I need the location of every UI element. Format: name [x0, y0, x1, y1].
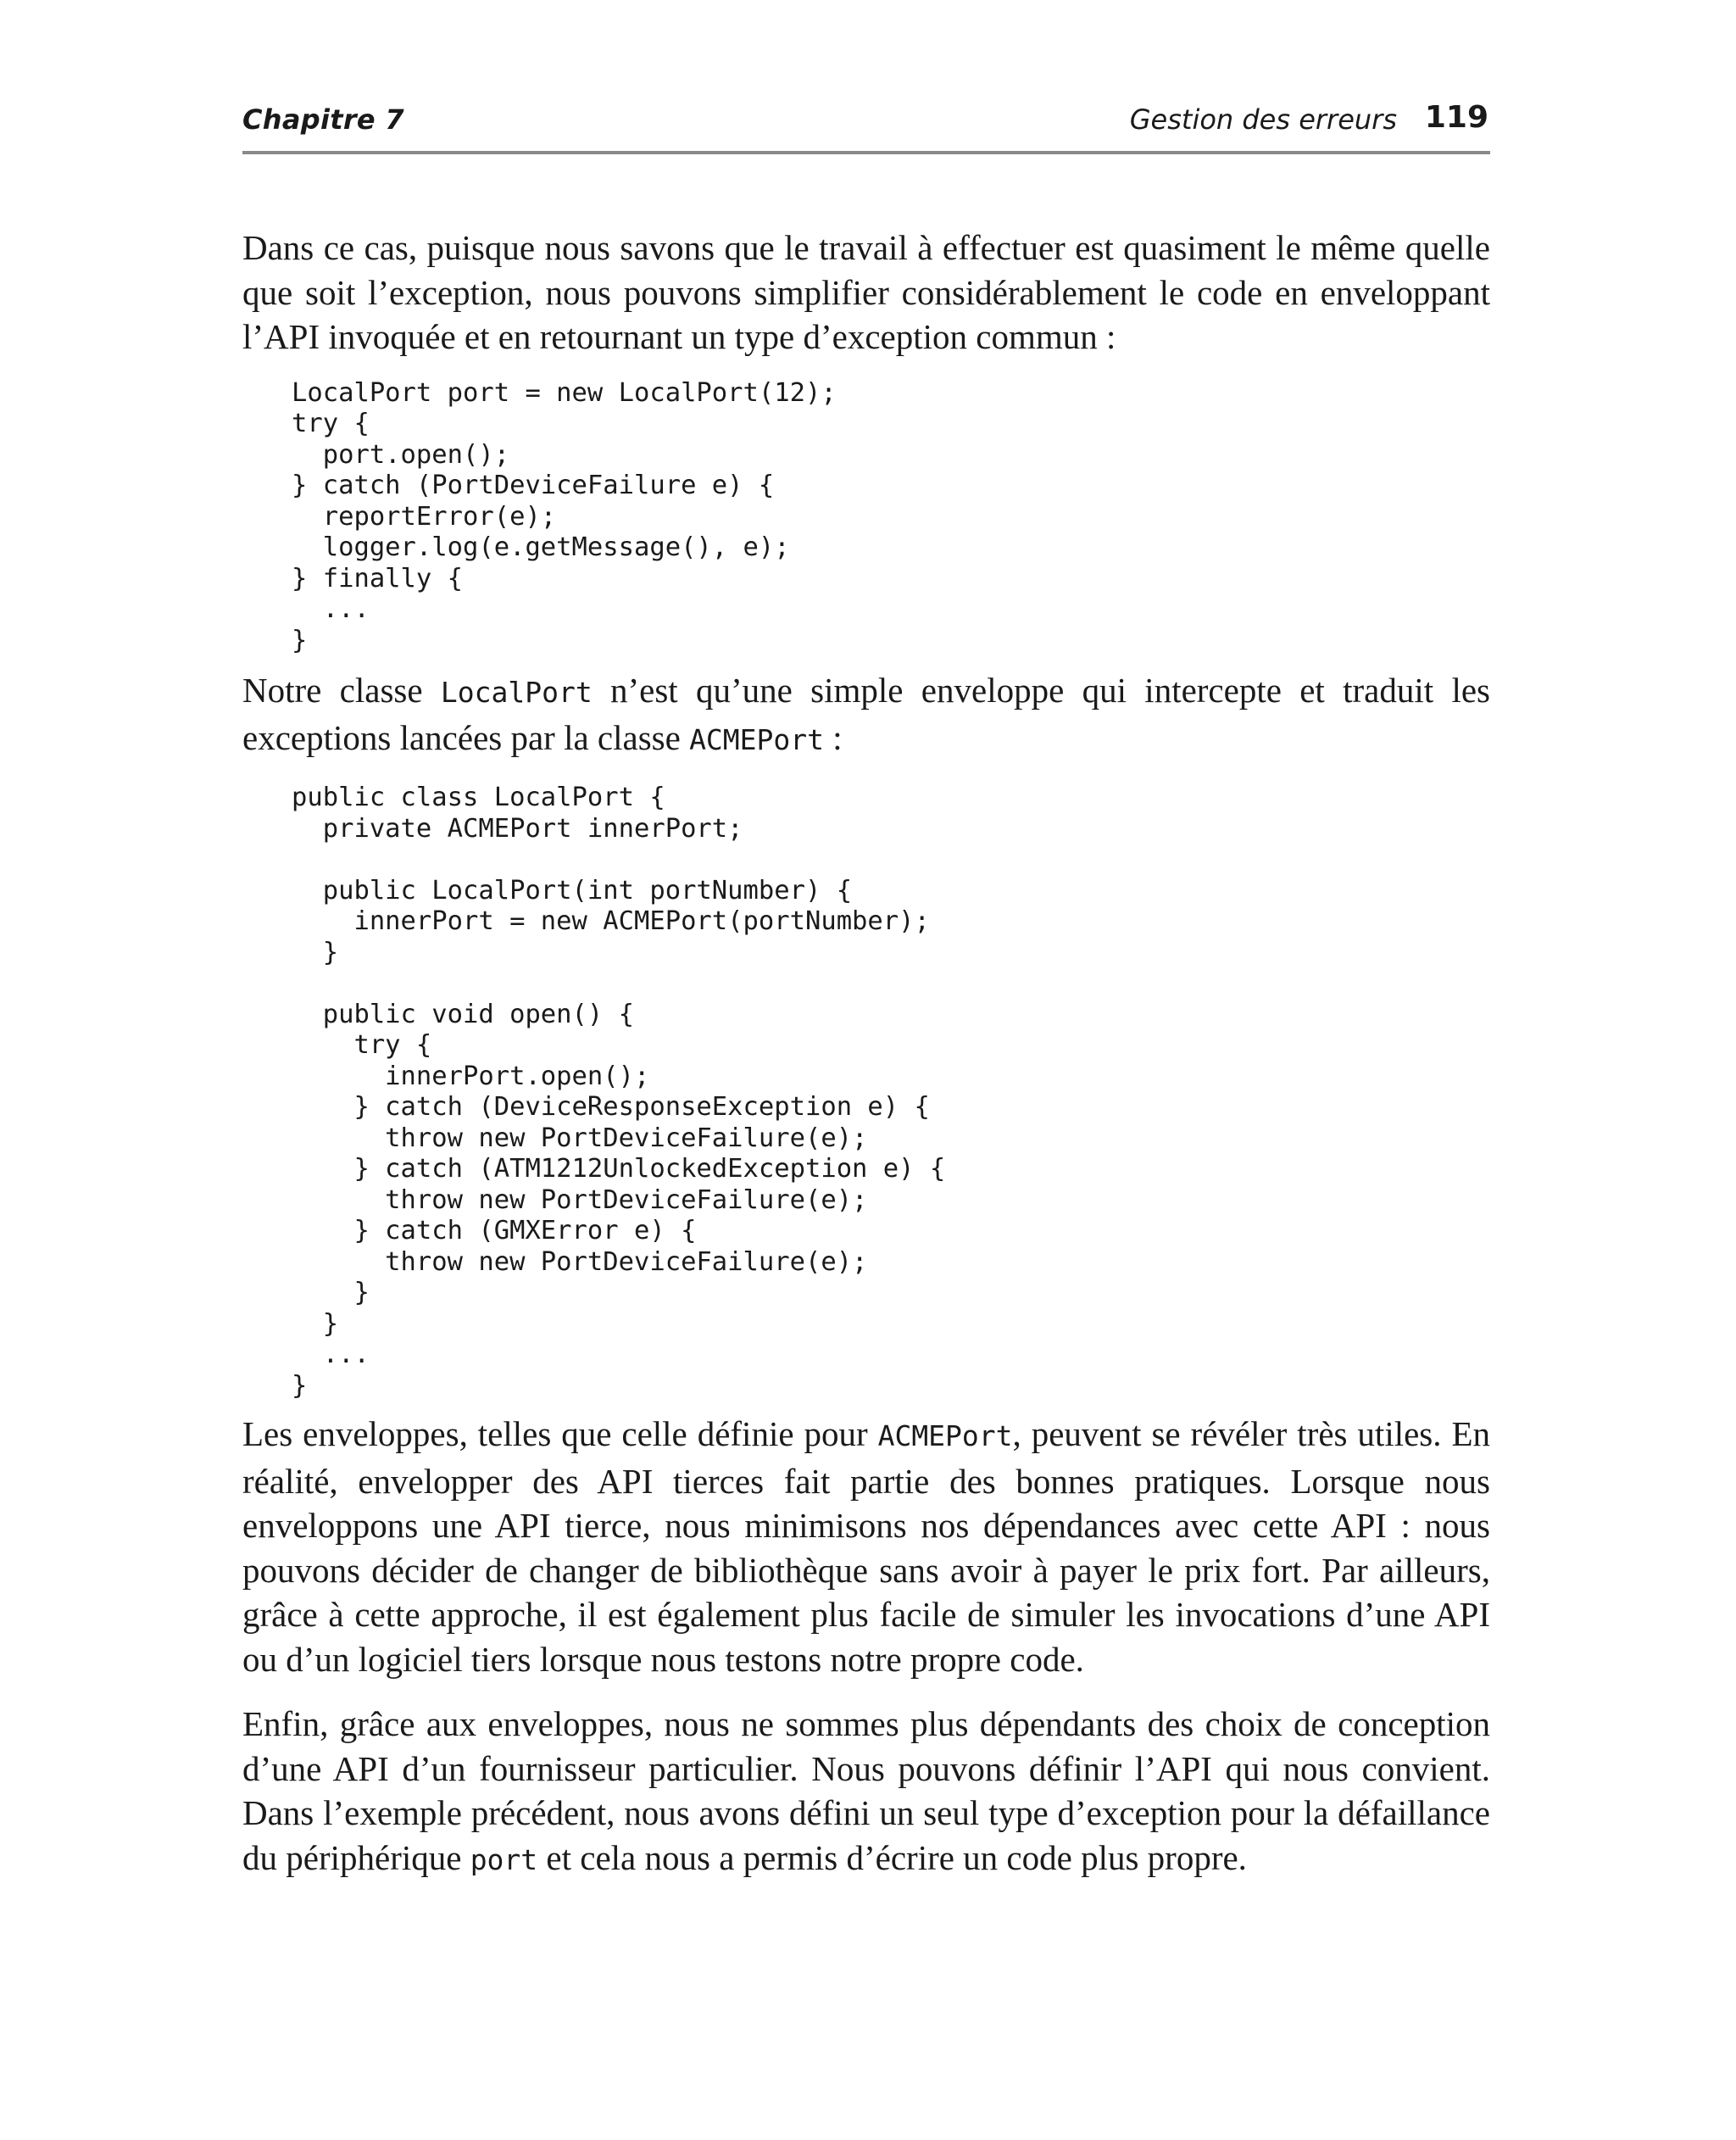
inline-code: ACMEPort	[689, 722, 825, 756]
text-run: :	[824, 717, 843, 757]
paragraph-conclusion	[242, 1702, 1490, 1882]
inline-code: LocalPort	[440, 676, 593, 709]
paragraph-intro: Dans ce cas, puisque nous savons que le travail à effectuer est quasiment le même quelle que soit l’exception, nous pouvons simplifier considérablement le code en enveloppant l’API invoquée et en retournant un type d’exception commun :	[242, 228, 1490, 356]
section-title: Gestion des erreurs	[1129, 103, 1397, 136]
code-listing-localport-class: public class LocalPort { private ACMEPort innerPort; public LocalPort(int portNumber) { innerPort = new ACMEPort(portNumber); } public void open() { try { innerPort.open(); } catch (DeviceResponseException e) { throw new PortDeviceFailure(e); } catch (ATM1212UnlockedException e) { throw new PortDeviceFailure(e); } catch (GMXError e) { throw new PortDeviceFailure(e); } } ... }	[292, 783, 946, 1401]
text-run: n’est qu’une simple enveloppe qui intercepte et traduit les exceptions lancées par la classe	[242, 671, 1491, 757]
text-run: Notre classe	[242, 671, 441, 710]
inline-code: ACMEPort	[877, 1419, 1013, 1452]
text-run: Les enveloppes, telles que celle définie pour	[242, 1414, 878, 1453]
page-number: 119	[1424, 100, 1488, 135]
code-listing-localport-usage: LocalPort port = new LocalPort(12); try { port.open(); } catch (PortDeviceFailure e) { reportError(e); logger.log(e.getMessage(), e); } finally { ... }	[292, 377, 837, 655]
paragraph-localport-description	[242, 668, 1490, 762]
text-run: et cela nous a permis d’écrire un code plus propre.	[537, 1837, 1247, 1877]
paragraph-wrappers	[242, 1412, 1490, 1681]
inline-code: port	[470, 1842, 538, 1876]
text-run: , peuvent se révéler très utiles. En réalité, envelopper des API tierces fait partie des bonnes pratiques. Lorsque nous enveloppons une API tierce, nous minimisons nos dépendances avec cette API : nous pouvons décider de changer de bibliothèque sans avoir à payer le prix fort. Par ailleurs, grâce à cette approche, il est également plus facile de simuler les invocations d’une API ou d’un logiciel tiers lorsque nous testons notre propre code.	[242, 1414, 1490, 1679]
text-run: Enfin, grâce aux enveloppes, nous ne sommes plus dépendants des choix de conception d’une API d’un fournisseur particulier. Nous pouvons définir l’API qui nous convient. Dans l’exemple précédent, nous avons défini un seul type d’exception pour la défaillance du périphérique	[242, 1704, 1490, 1877]
chapter-label: Chapitre 7	[242, 103, 404, 136]
running-header	[242, 100, 1490, 154]
page-body	[242, 226, 1490, 1882]
